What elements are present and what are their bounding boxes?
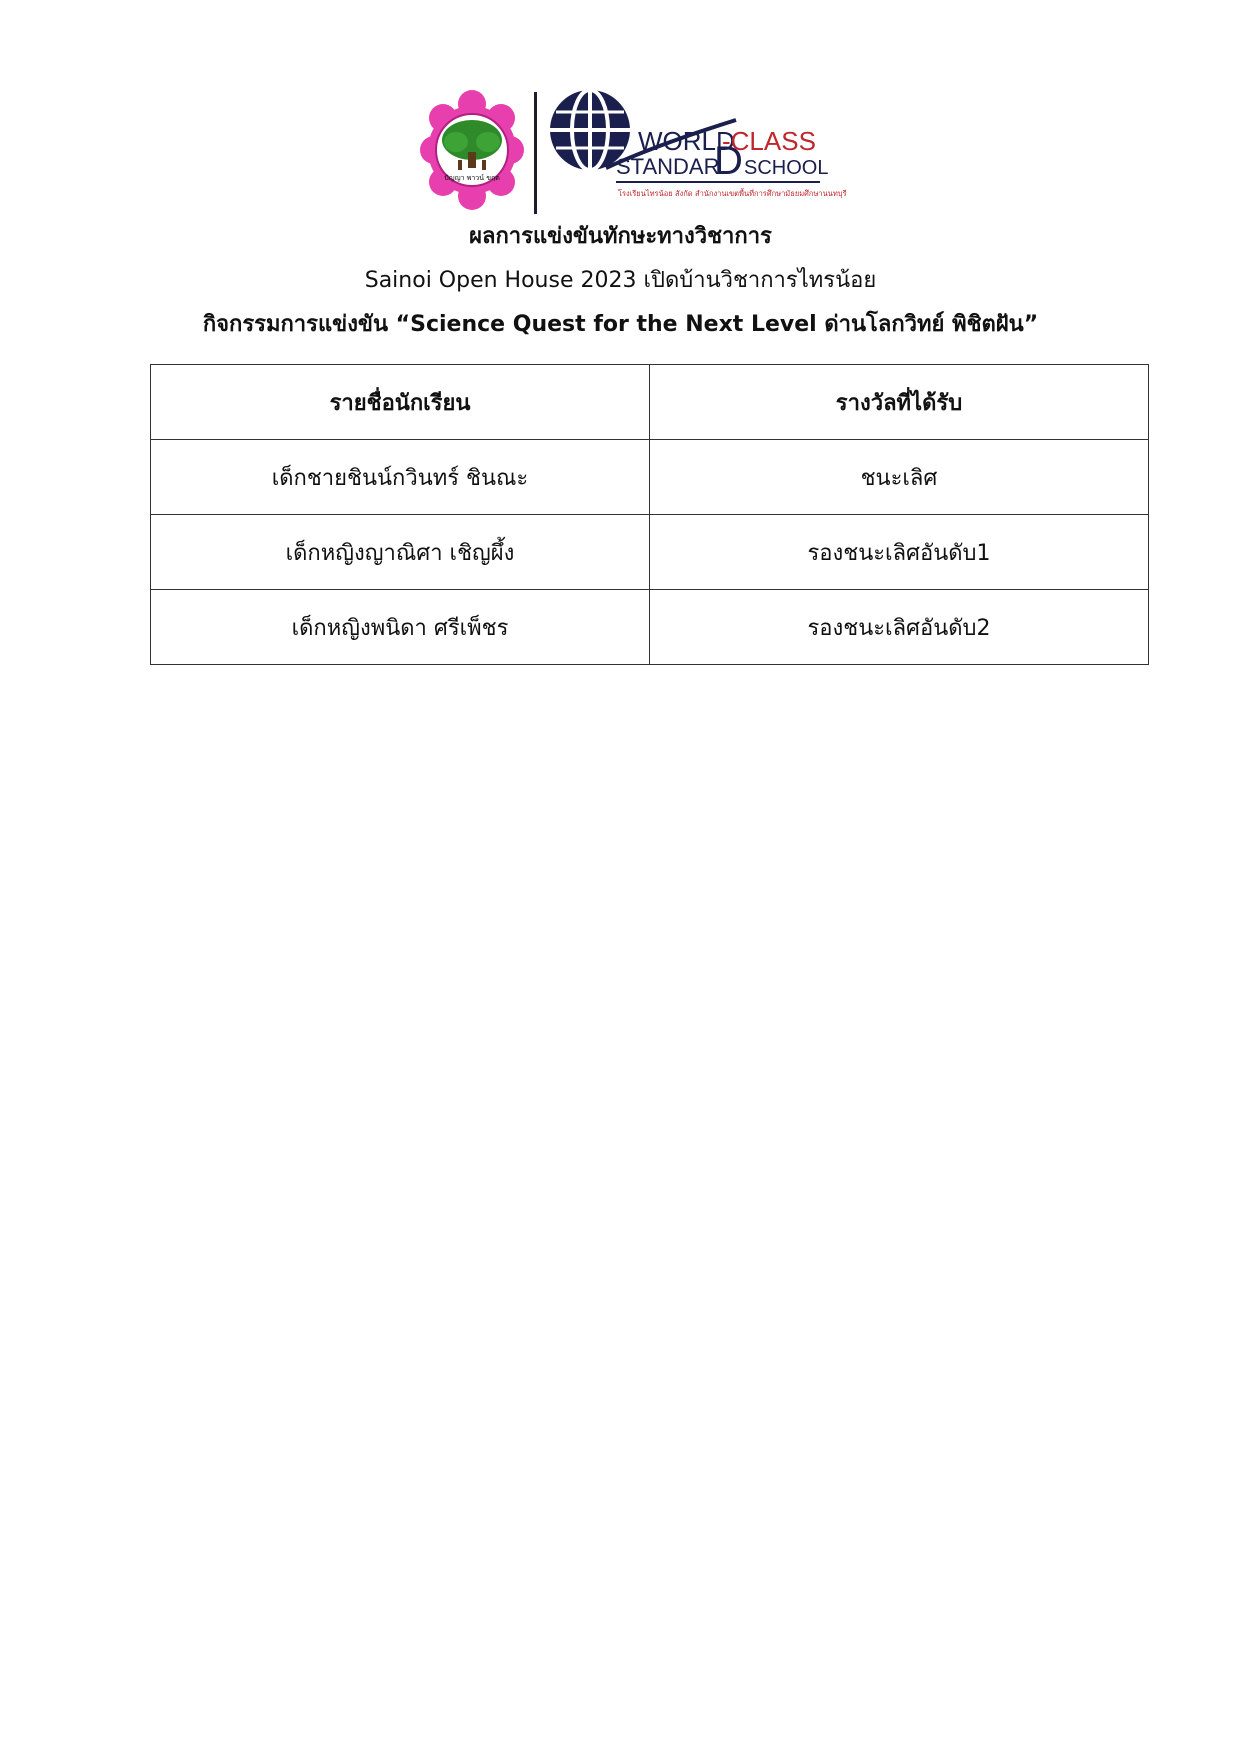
- world-class-standard-school-logo: [546, 90, 847, 214]
- table-header-row: [151, 365, 1149, 440]
- student-name-cell: เด็กหญิงญาณิศา เชิญผึ้ง: [151, 515, 650, 590]
- column-header-student-name: รายชื่อนักเรียน: [151, 365, 650, 440]
- results-title: ผลการแข่งขันทักษะทางวิชาการ: [469, 224, 772, 249]
- award-cell: รองชนะเลิศอันดับ1: [650, 515, 1149, 590]
- table-row: [151, 515, 1149, 590]
- event-name: Sainoi Open House 2023 เปิดบ้านวิชาการไทรน้อย: [364, 268, 877, 293]
- table-row: [151, 590, 1149, 665]
- student-name-cell: เด็กชายชินน์กวินทร์ ชินณะ: [151, 440, 650, 515]
- wcs-world-text: WORLD: [638, 126, 735, 156]
- seal-motto: ปัญญา พาวน์ ขฤต: [444, 174, 500, 182]
- wcs-standard-text: STANDAR: [616, 154, 720, 179]
- table-row: [151, 440, 1149, 515]
- logo-row: [420, 90, 847, 216]
- results-table: [150, 364, 1149, 665]
- award-cell: ชนะเลิศ: [650, 440, 1149, 515]
- column-header-award: รางวัลที่ได้รับ: [650, 365, 1149, 440]
- wcs-class-text: -CLASS: [722, 126, 816, 156]
- activity-name: กิจกรรมการแข่งขัน “Science Quest for the Next Level ด่านโลกวิทย์ พิชิตฝัน”: [202, 312, 1039, 337]
- award-cell: รองชนะเลิศอันดับ2: [650, 590, 1149, 665]
- student-name-cell: เด็กหญิงพนิดา ศรีเพ็ชร: [151, 590, 650, 665]
- logo-divider: [534, 92, 537, 214]
- wcs-d-text: D: [714, 139, 743, 183]
- wcs-caption-text: โรงเรียนไทรน้อย สังกัด สำนักงานเขตพื้นที่การศึกษามัธยมศึกษานนทบุรี: [618, 189, 847, 198]
- wcs-school-text: SCHOOL: [744, 157, 829, 179]
- school-seal-logo: [420, 90, 524, 210]
